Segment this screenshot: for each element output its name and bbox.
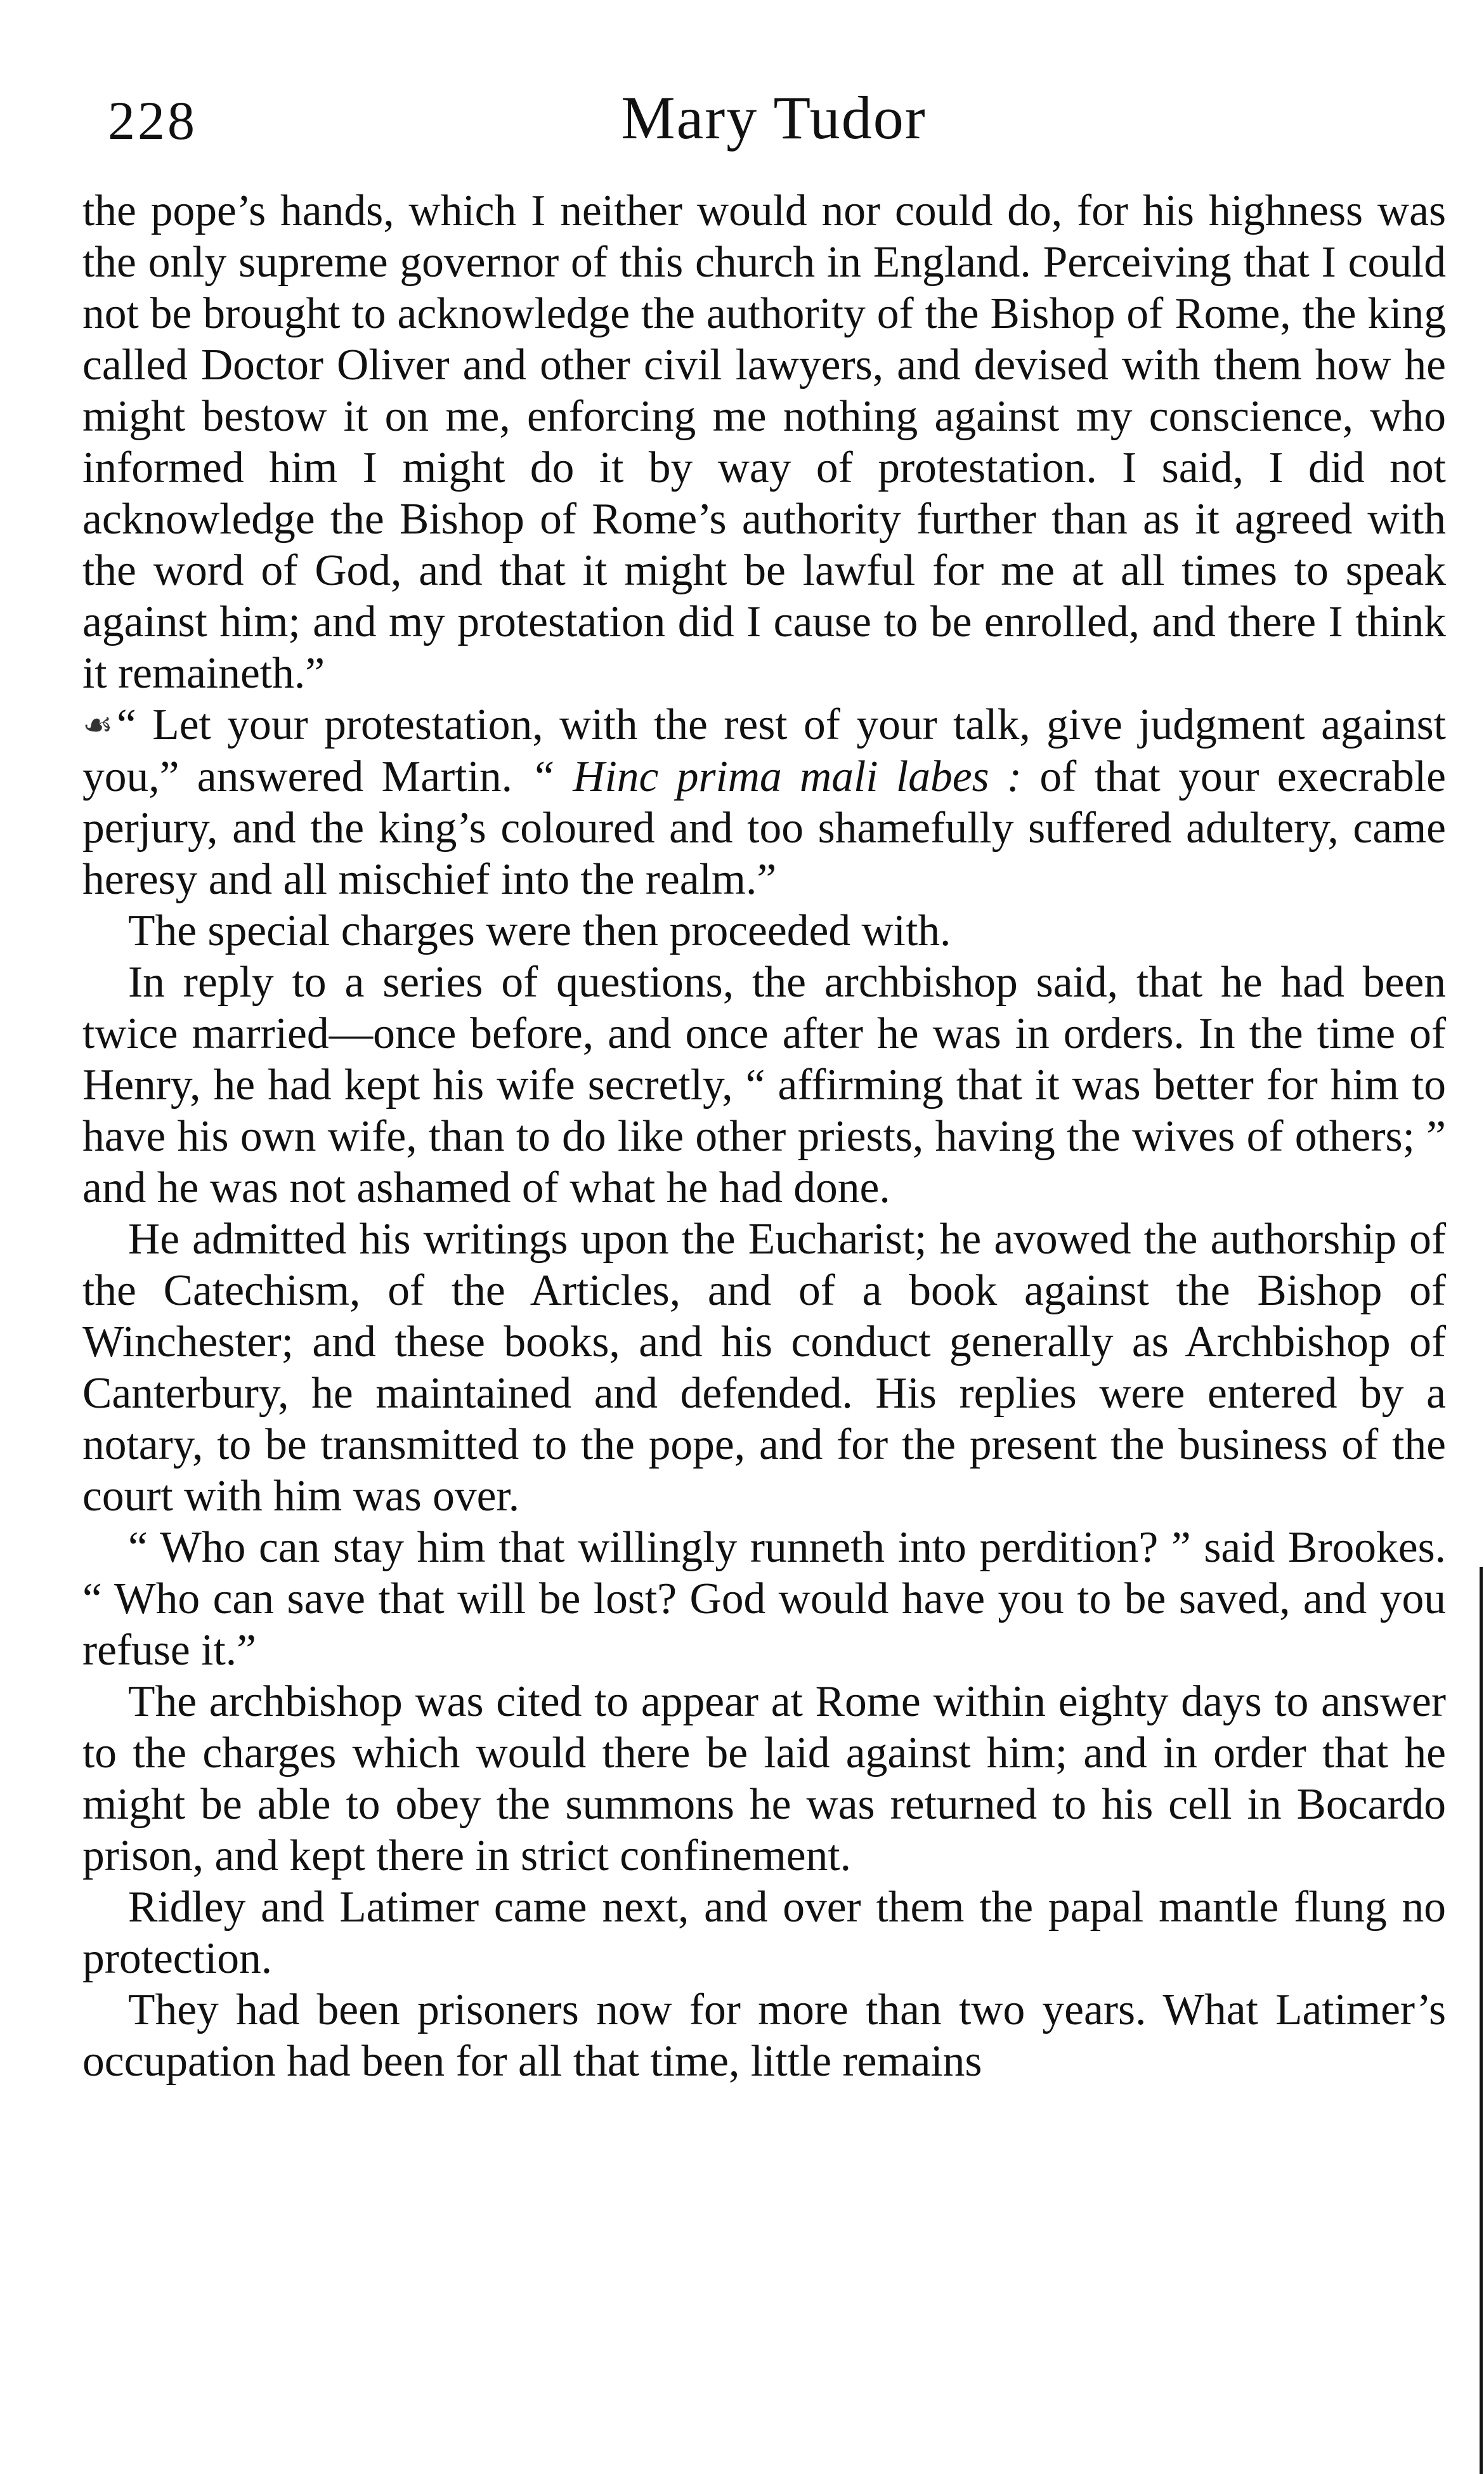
paragraph: The archbishop was cited to appear at Rome within eighty days to answer to the charges which would there be laid against him; and in order that he might be able to obey the summons he was returned to his cell in Bocardo prison, and kept there in strict confinement. bbox=[82, 1677, 1446, 1880]
fleuron-icon: ☙ bbox=[82, 706, 114, 744]
latin-quote: “ Hinc prima mali labes : bbox=[530, 752, 1022, 801]
paragraph: Ridley and Latimer came next, and over them the papal mantle flung no protection. bbox=[82, 1883, 1446, 1983]
paragraph: They had been prisoners now for more than two years. What Latimer’s occupation had been for all that time, little remains bbox=[82, 1986, 1446, 2086]
paragraph: “ Who can stay him that willingly runneth into perdition? ” said Brookes. “ Who can save that will be lost? God would have you to be saved, and you refuse it.” bbox=[82, 1523, 1446, 1675]
paragraph bbox=[82, 699, 1446, 905]
page-edge-shadow bbox=[1480, 1567, 1483, 2474]
page-number: 228 bbox=[108, 90, 197, 151]
page-header bbox=[108, 82, 1440, 152]
paragraph: The special charges were then proceeded with. bbox=[128, 906, 951, 955]
body-text bbox=[82, 185, 1446, 2087]
paragraph: He admitted his writings upon the Eucharist; he avowed the authorship of the Catechism, of the Articles, and of a book against the Bishop of Winchester; and these books, and his conduct generally as Archbishop of Canterbury, he maintained and defended. His replies were entered by a notary, to be transmitted to the pope, and for the present the business of the court with him was over. bbox=[82, 1215, 1446, 1521]
paragraph: the pope’s hands, which I neither would nor could do, for his highness was the only supreme governor of this church in England. Perceiving that I could not be brought to acknowledge the authority of the Bishop of Rome, the king called Doctor Oliver and other civil lawyers, and devised with them how he might bestow it on me, enforcing me nothing against my conscience, who informed him I might do it by way of protestation. I said, I did not acknowledge the Bishop of Rome’s authority further than as it agreed with the word of God, and that it might be lawful for me at all times to speak against him; and my protestation did I cause to be enrolled, and there I think it remaineth.” bbox=[82, 187, 1446, 698]
paragraph-text: “ Let your protestation, with the rest of your talk, give judgment against you,” answered Martin. bbox=[82, 700, 1446, 801]
running-title: Mary Tudor bbox=[621, 84, 927, 152]
paragraph: In reply to a series of questions, the archbishop said, that he had been twice married—once before, and once after he was in orders. In the time of Henry, he had kept his wife secretly, “ affirming that it was better for him to have his own wife, than to do like other priests, having the wives of others; ” and he was not ashamed of what he had done. bbox=[82, 958, 1446, 1212]
paragraph-text: of that your execrable perjury, and the king’s coloured and too shamefully suffered adultery, came heresy and all mischief into the realm.” bbox=[82, 752, 1446, 904]
